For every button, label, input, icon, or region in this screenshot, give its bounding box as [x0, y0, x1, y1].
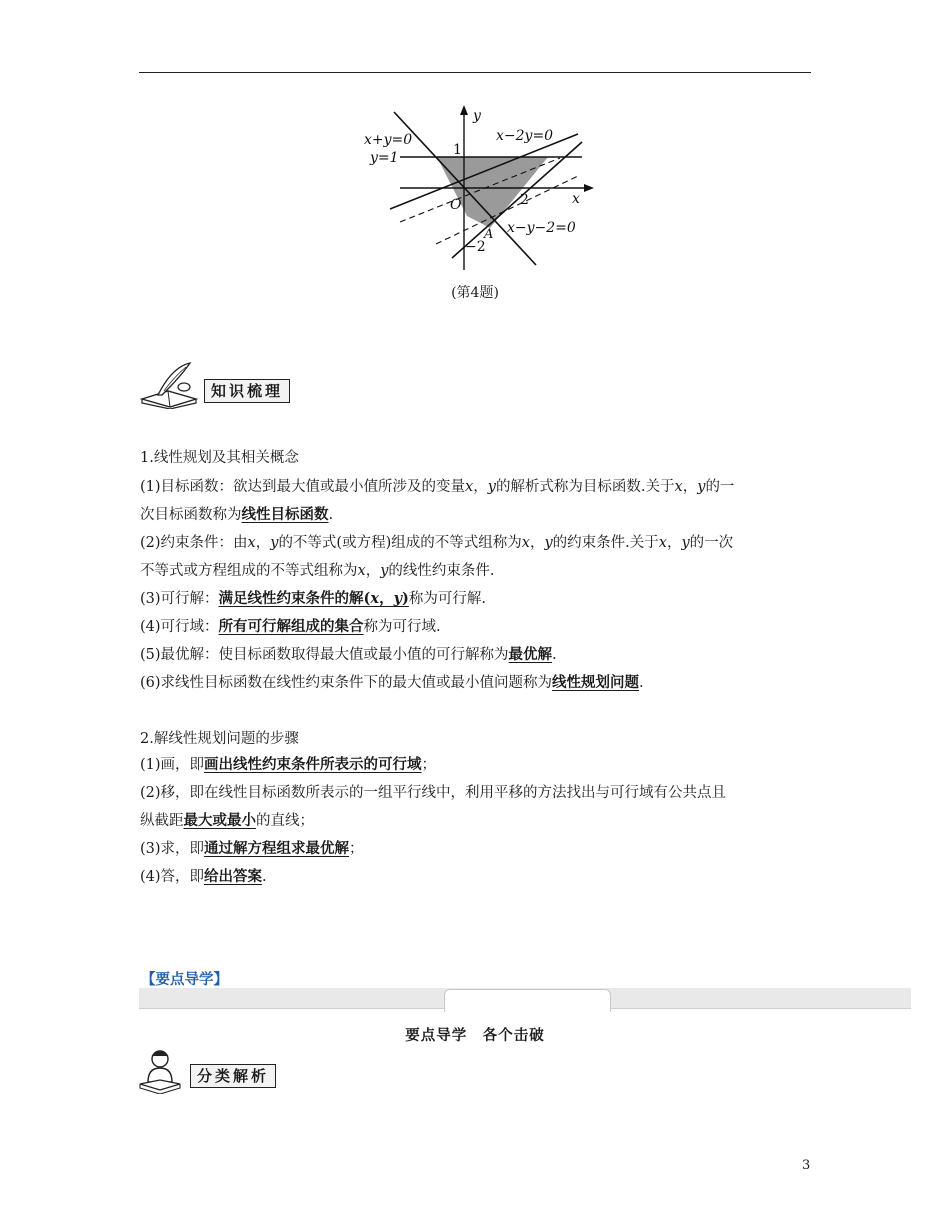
para-feasible-region: (4)可行域：所有可行解组成的集合称为可行域. [140, 618, 441, 635]
tick-1: 1 [453, 142, 462, 158]
section1-title: 1.线性规划及其相关概念 [140, 450, 299, 466]
para-constraints-line1: (2)约束条件：由x，y的不等式(或方程)组成的不等式组称为x，y的约束条件.关于x，y的一次 [140, 535, 734, 551]
origin-label: O [450, 197, 462, 213]
classification-analysis-banner [138, 1048, 276, 1094]
x-axis-label: x [572, 191, 580, 207]
tick-2: 2 [520, 192, 529, 208]
term-draw-feasible-region: 画出线性约束条件所表示的可行域 [204, 756, 422, 773]
y-axis-label: y [473, 108, 481, 124]
section1-body [140, 473, 812, 697]
key-guide-label: 【要点导学】 [141, 971, 228, 988]
term-optimal-solution: 最优解 [508, 646, 553, 663]
term-max-or-min: 最大或最小 [183, 812, 256, 829]
tick-m2: −2 [465, 239, 486, 255]
label-y1: y=1 [370, 150, 399, 166]
point-a-label: A [484, 227, 494, 242]
label-xmy: x−y−2=0 [507, 220, 576, 236]
feasible-region-figure [360, 100, 600, 275]
y-axis-arrow [460, 105, 468, 115]
para-linear-programming: (6)求线性目标函数在线性约束条件下的最大值或最小值问题称为线性规划问题. [140, 674, 644, 691]
top-rule [139, 72, 811, 73]
term-linear-objective-function: 线性目标函数 [241, 506, 329, 523]
para-objective-function-line1: (1)目标函数：欲达到最大值或最小值所涉及的变量x，y的解析式称为目标函数.关于x，y的一 [140, 479, 735, 495]
figure-caption: (第4题) [451, 285, 499, 301]
step-draw: (1)画，即画出线性约束条件所表示的可行域； [140, 756, 437, 773]
para-feasible-solution: (3)可行解：满足线性约束条件的解(x，y)称为可行解. [140, 590, 486, 607]
term-feasible-solution: 满足线性约束条件的解(x，y) [218, 590, 409, 607]
knowledge-review-title: 知识梳理 [204, 379, 290, 403]
section2-title: 2.解线性规划问题的步骤 [140, 731, 299, 747]
key-guide-tab[interactable] [444, 989, 611, 1012]
key-guide-title: 要点导学 各个击破 [405, 1027, 545, 1044]
para-objective-function-line2: 次目标函数称为线性目标函数. [140, 506, 334, 523]
knowledge-review-banner [138, 361, 290, 409]
para-constraints-line2: 不等式或方程组成的不等式组称为x，y的线性约束条件. [140, 563, 495, 579]
term-solve-equations: 通过解方程组求最优解 [204, 840, 350, 857]
term-feasible-region: 所有可行解组成的集合 [218, 618, 364, 635]
step-move-line1: (2)移，即在线性目标函数所表示的一组平行线中，利用平移的方法找出与可行域有公共点且 [140, 785, 727, 801]
page-number: 3 [802, 1158, 811, 1173]
step-move-line2: 纵截距最大或最小的直线； [140, 812, 314, 829]
step-answer: (4)答，即给出答案. [140, 868, 267, 885]
label-xm2y: x−2y=0 [496, 128, 554, 144]
step-solve: (3)求，即通过解方程组求最优解； [140, 840, 364, 857]
book-quill-icon [138, 361, 208, 409]
term-linear-programming: 线性规划问题 [552, 674, 640, 691]
classification-analysis-title: 分类解析 [190, 1064, 276, 1088]
para-optimal-solution: (5)最优解：使目标函数取得最大值或最小值的可行解称为最优解. [140, 646, 557, 663]
x-axis-arrow [584, 184, 594, 192]
term-give-answer: 给出答案 [204, 868, 263, 885]
label-xpy: x+y=0 [364, 132, 413, 148]
section2-body [140, 751, 812, 891]
student-reading-icon [138, 1048, 184, 1094]
